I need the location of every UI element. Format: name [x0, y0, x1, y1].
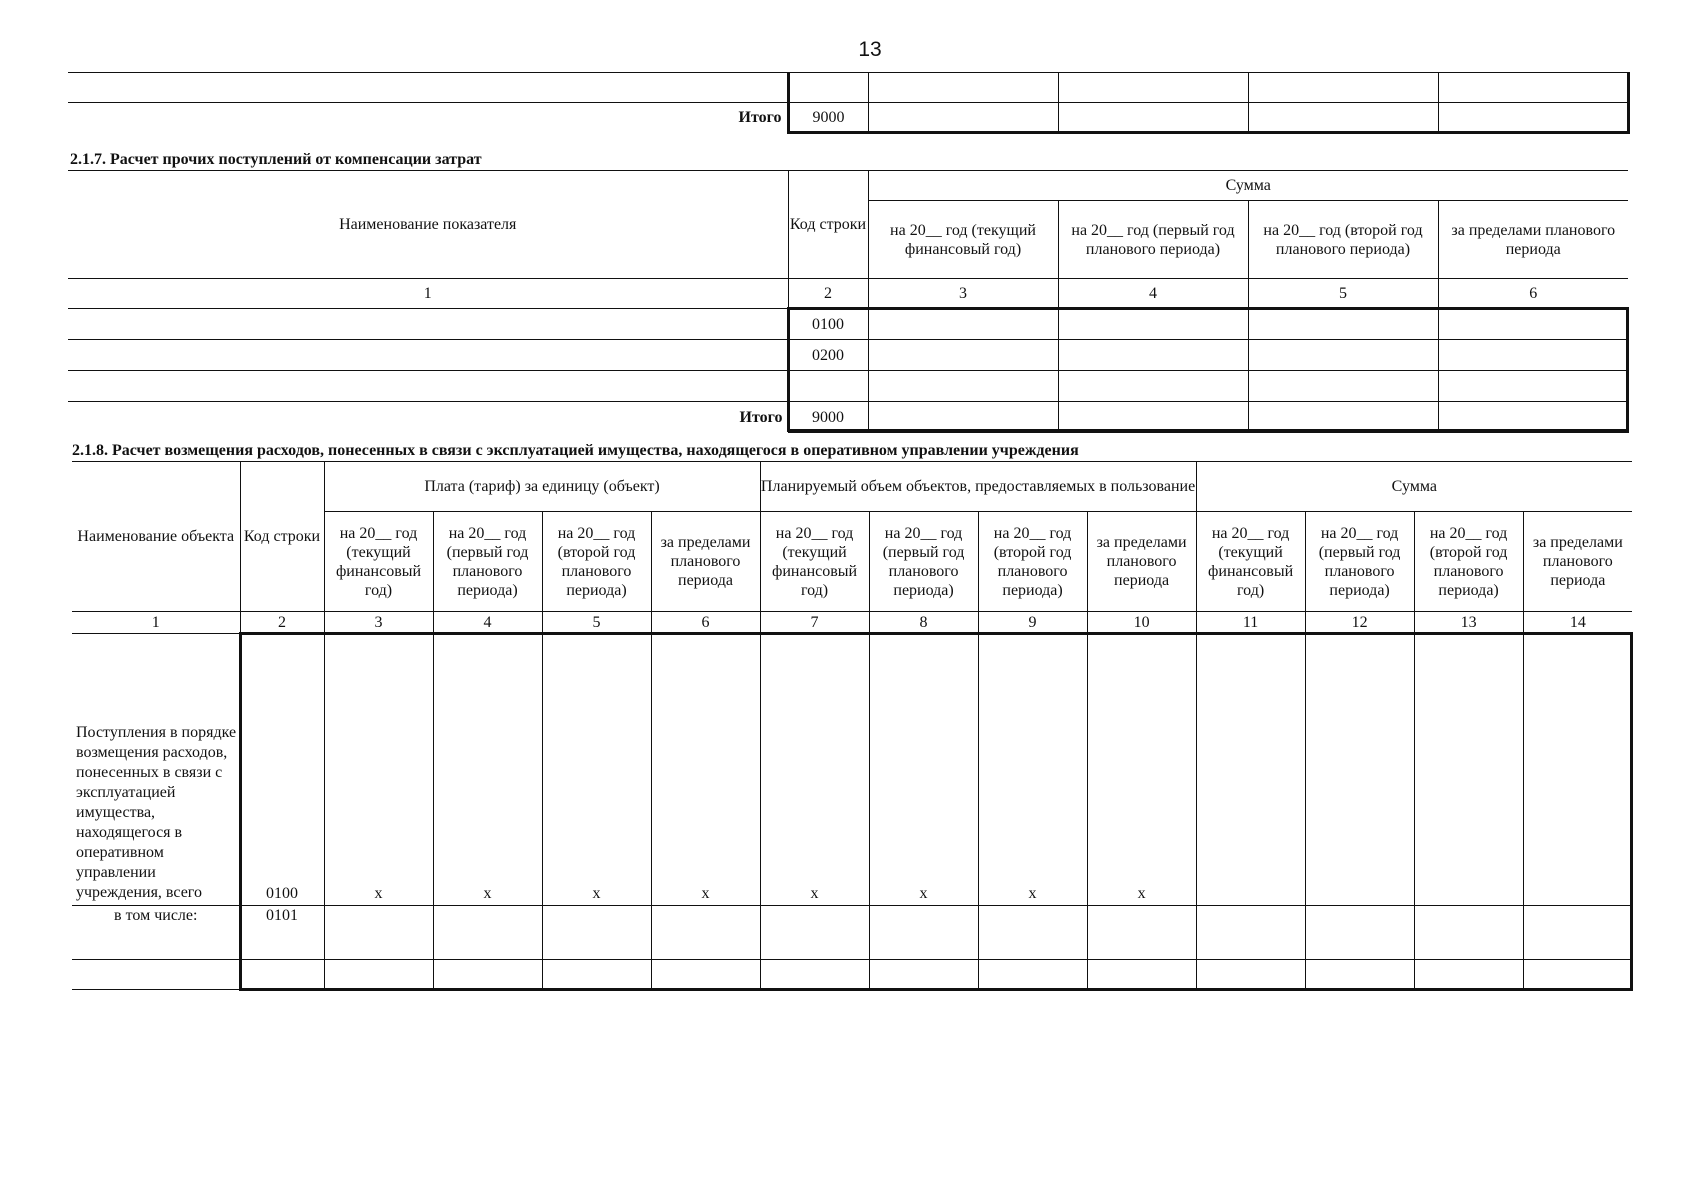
col-number: 4 [1058, 279, 1248, 309]
value-cell[interactable] [1438, 73, 1628, 103]
value-cell[interactable] [542, 906, 651, 960]
code-cell[interactable] [240, 960, 324, 990]
col-number: 7 [760, 612, 869, 634]
value-cell[interactable] [1305, 906, 1414, 960]
col-beyond: за пределами планового периода [651, 512, 760, 612]
col-year-current: на 20__ год (текущий финансовый год) [868, 201, 1058, 279]
value-cell[interactable] [1414, 634, 1523, 906]
value-cell[interactable] [760, 960, 869, 990]
row-sub-label: в том числе: [72, 906, 240, 960]
value-cell[interactable] [868, 371, 1058, 402]
value-cell[interactable] [978, 960, 1087, 990]
row-main-label: Поступления в порядке возмещения расходов, понесенных в связи с эксплуатацией имущества, находящегося в оперативном управлении учреждения, всего [72, 634, 240, 906]
col-year-current: на 20__ год (текущий финансовый год) [324, 512, 433, 612]
value-cell[interactable] [1248, 103, 1438, 133]
name-cell[interactable] [68, 309, 788, 340]
value-cell[interactable] [1058, 371, 1248, 402]
value-cell[interactable] [1523, 960, 1632, 990]
group-volume-header: Планируемый объем объектов, предоставляемых в пользование [760, 462, 1196, 512]
col-year-first: на 20__ год (первый год планового периода) [1305, 512, 1414, 612]
group-sum-header: Сумма [1196, 462, 1632, 512]
row-main-code: 0100 [240, 634, 324, 906]
table-row [68, 340, 1628, 371]
top-continued-table [68, 72, 1630, 134]
x-mark: x [869, 634, 978, 906]
total-row [68, 103, 1628, 133]
value-cell[interactable] [1438, 103, 1628, 133]
col-beyond: за пределами планового периода [1438, 201, 1628, 279]
value-cell[interactable] [1087, 906, 1196, 960]
value-cell[interactable] [1438, 309, 1628, 340]
value-cell[interactable] [978, 906, 1087, 960]
col-number: 1 [72, 612, 240, 634]
col-code-header: Код строки [788, 171, 868, 279]
name-cell[interactable] [68, 73, 788, 103]
col-year-first: на 20__ год (первый год планового периода) [433, 512, 542, 612]
col-year-second: на 20__ год (второй год планового периода) [1248, 201, 1438, 279]
page-number: 13 [858, 38, 882, 61]
value-cell[interactable] [324, 906, 433, 960]
col-number: 9 [978, 612, 1087, 634]
value-cell[interactable] [1058, 340, 1248, 371]
code-cell: 0200 [788, 340, 868, 371]
value-cell[interactable] [324, 960, 433, 990]
name-cell[interactable] [68, 340, 788, 371]
col-year-current: на 20__ год (текущий финансовый год) [760, 512, 869, 612]
value-cell[interactable] [869, 960, 978, 990]
table-row [72, 960, 1632, 990]
x-mark: x [978, 634, 1087, 906]
value-cell[interactable] [1305, 634, 1414, 906]
total-code: 9000 [788, 103, 868, 133]
col-number: 5 [542, 612, 651, 634]
value-cell[interactable] [1058, 103, 1248, 133]
total-row [68, 402, 1628, 433]
col-number: 6 [651, 612, 760, 634]
value-cell[interactable] [433, 906, 542, 960]
total-label: Итого [68, 402, 788, 433]
value-cell[interactable] [1196, 960, 1305, 990]
value-cell[interactable] [868, 73, 1058, 103]
col-number: 8 [869, 612, 978, 634]
value-cell[interactable] [651, 906, 760, 960]
row-sub-code: 0101 [240, 906, 324, 960]
value-cell[interactable] [1438, 340, 1628, 371]
x-mark: x [542, 634, 651, 906]
value-cell[interactable] [1523, 906, 1632, 960]
value-cell[interactable] [1248, 371, 1438, 402]
col-number: 12 [1305, 612, 1414, 634]
col-year-second: на 20__ год (второй год планового периода) [978, 512, 1087, 612]
value-cell[interactable] [869, 906, 978, 960]
x-mark: x [651, 634, 760, 906]
col-sum-header: Сумма [868, 171, 1628, 201]
col-year-first: на 20__ год (первый год планового периода) [1058, 201, 1248, 279]
column-number-row [68, 279, 1628, 309]
table-row [68, 309, 1628, 340]
total-label: Итого [68, 103, 788, 133]
value-cell[interactable] [1248, 73, 1438, 103]
value-cell[interactable] [433, 960, 542, 990]
total-code: 9000 [788, 402, 868, 433]
col-number: 4 [433, 612, 542, 634]
table-row [68, 371, 1628, 402]
x-mark: x [324, 634, 433, 906]
col-beyond: за пределами планового периода [1523, 512, 1632, 612]
name-cell[interactable] [68, 371, 788, 402]
code-cell [788, 371, 868, 402]
col-year-second: на 20__ год (второй год планового периода) [1414, 512, 1523, 612]
section-217-heading: 2.1.7. Расчет прочих поступлений от компенсации затрат [70, 151, 482, 168]
column-number-row [72, 612, 1632, 634]
value-cell[interactable] [1414, 906, 1523, 960]
value-cell[interactable] [868, 309, 1058, 340]
value-cell[interactable] [1058, 402, 1248, 433]
value-cell[interactable] [542, 960, 651, 990]
col-number: 11 [1196, 612, 1305, 634]
section-218-table [72, 461, 1633, 990]
value-cell[interactable] [868, 103, 1058, 133]
name-cell[interactable] [72, 960, 240, 990]
value-cell[interactable] [1087, 960, 1196, 990]
table-row-main [72, 634, 1632, 906]
col-year-first: на 20__ год (первый год планового периода) [869, 512, 978, 612]
col-name-header: Наименование объекта [72, 462, 240, 612]
value-cell[interactable] [1196, 906, 1305, 960]
x-mark: x [433, 634, 542, 906]
value-cell[interactable] [1196, 634, 1305, 906]
col-name-header: Наименование показателя [68, 171, 788, 279]
col-number: 2 [788, 279, 868, 309]
value-cell[interactable] [1248, 402, 1438, 433]
col-number: 14 [1523, 612, 1632, 634]
col-number: 5 [1248, 279, 1438, 309]
col-number: 13 [1414, 612, 1523, 634]
value-cell[interactable] [1248, 309, 1438, 340]
value-cell[interactable] [1523, 634, 1632, 906]
code-cell: 0100 [788, 309, 868, 340]
col-year-current: на 20__ год (текущий финансовый год) [1196, 512, 1305, 612]
value-cell[interactable] [1438, 371, 1628, 402]
group-fee-header: Плата (тариф) за единицу (объект) [324, 462, 760, 512]
value-cell[interactable] [1414, 960, 1523, 990]
table-row [68, 73, 1628, 103]
value-cell[interactable] [651, 960, 760, 990]
col-beyond: за пределами планового периода [1087, 512, 1196, 612]
col-number: 2 [240, 612, 324, 634]
x-mark: x [760, 634, 869, 906]
col-number: 10 [1087, 612, 1196, 634]
value-cell[interactable] [1058, 309, 1248, 340]
value-cell[interactable] [1438, 402, 1628, 433]
value-cell[interactable] [868, 402, 1058, 433]
value-cell[interactable] [1058, 73, 1248, 103]
code-cell[interactable] [788, 73, 868, 103]
col-number: 1 [68, 279, 788, 309]
section-217-table [68, 170, 1629, 433]
table-row-sub [72, 906, 1632, 960]
section-218-heading: 2.1.8. Расчет возмещения расходов, понесенных в связи с эксплуатацией имущества, находящегося в оперативном управлении учреждения [72, 442, 1079, 459]
col-number: 6 [1438, 279, 1628, 309]
col-code-header: Код строки [240, 462, 324, 612]
value-cell[interactable] [760, 906, 869, 960]
value-cell[interactable] [1305, 960, 1414, 990]
col-year-second: на 20__ год (второй год планового периода) [542, 512, 651, 612]
x-mark: x [1087, 634, 1196, 906]
col-number: 3 [324, 612, 433, 634]
value-cell[interactable] [868, 340, 1058, 371]
value-cell[interactable] [1248, 340, 1438, 371]
col-number: 3 [868, 279, 1058, 309]
